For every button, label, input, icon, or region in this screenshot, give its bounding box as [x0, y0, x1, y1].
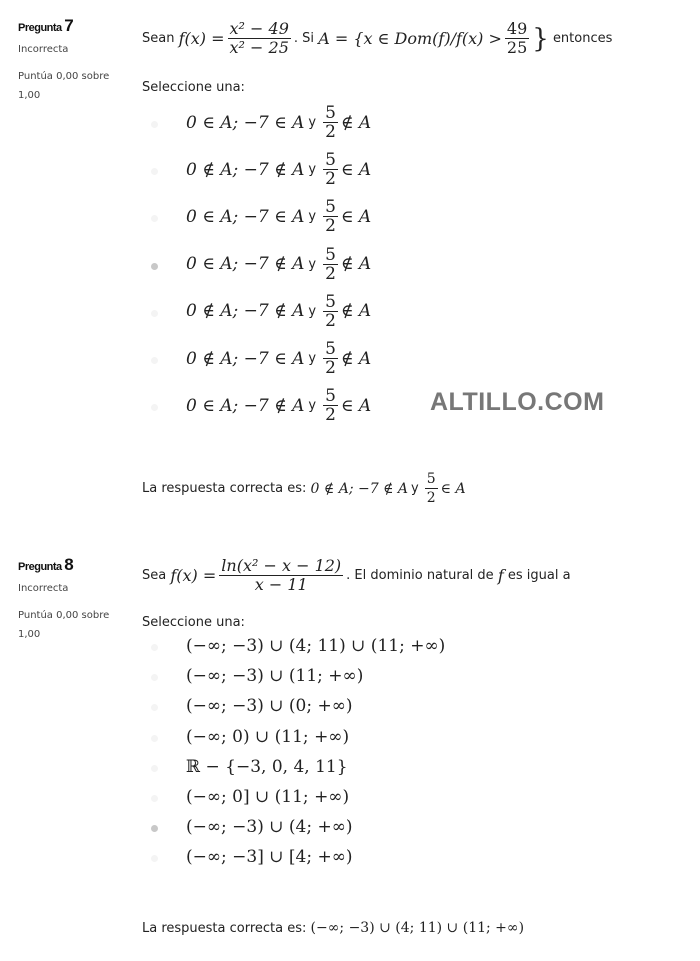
- correct-answer: [142, 470, 466, 507]
- denominator: 25: [506, 38, 528, 57]
- answer-option[interactable]: [186, 757, 348, 777]
- option-math: (−∞; −3) ∪ (0; +∞): [186, 696, 353, 717]
- numerator: 5: [325, 386, 336, 407]
- question-7-info: [18, 16, 118, 105]
- option-y: y: [308, 162, 317, 178]
- option-math: 0 ∈ A; −7 ∈ A: [186, 112, 305, 133]
- answer-option[interactable]: [186, 817, 353, 837]
- stem-text: Sea: [142, 568, 167, 583]
- answer-math: 0 ∉ A; −7 ∉ A: [310, 480, 409, 497]
- question-state: Incorrecta: [18, 583, 69, 594]
- answer-option[interactable]: [186, 198, 371, 235]
- radio-button[interactable]: [151, 357, 158, 364]
- radio-button[interactable]: [151, 704, 158, 711]
- option-math: (−∞; 0] ∪ (11; +∞): [186, 787, 350, 807]
- radio-button[interactable]: [151, 735, 158, 742]
- stem-text: es igual a: [507, 568, 571, 583]
- question-8-info: [18, 555, 118, 644]
- answer-option[interactable]: [186, 246, 371, 283]
- answer-option[interactable]: [186, 340, 371, 377]
- answer-math: (−∞; −3) ∪ (4; 11) ∪ (11; +∞): [310, 920, 525, 936]
- radio-button[interactable]: [151, 855, 158, 862]
- numerator: 5: [325, 150, 336, 171]
- numerator: 5: [325, 103, 336, 123]
- option-math: ∈ A: [340, 159, 372, 180]
- stem-text: Sean: [142, 31, 175, 46]
- answer-math: ∈ A: [440, 480, 466, 497]
- answer-option[interactable]: [186, 727, 349, 747]
- numerator: 5: [325, 244, 336, 265]
- answer-option[interactable]: [186, 696, 353, 716]
- radio-button[interactable]: [151, 404, 158, 411]
- option-fraction: [323, 340, 338, 377]
- numerator: 49: [506, 19, 528, 38]
- denominator: 2: [325, 122, 336, 142]
- numerator: 5: [426, 471, 436, 487]
- answer-option[interactable]: [186, 636, 445, 656]
- numerator: ln(x² − x − 12): [221, 556, 342, 575]
- answer-option[interactable]: [186, 387, 371, 424]
- denominator: 2: [325, 169, 336, 190]
- denominator: 2: [325, 405, 336, 426]
- option-y: y: [308, 303, 317, 319]
- option-y: y: [308, 398, 317, 414]
- option-math: (−∞; −3] ∪ [4; +∞): [186, 847, 353, 868]
- correct-answer-label: La respuesta correcta es:: [142, 481, 307, 496]
- stem-fraction: [505, 20, 529, 57]
- numerator: 5: [325, 339, 336, 359]
- stem-set: A = {x ∈ Dom(f)/f(x) >: [318, 29, 502, 48]
- option-math: (−∞; 0) ∪ (11; +∞): [186, 726, 350, 747]
- denominator: 2: [325, 358, 336, 378]
- option-math: ∈ A: [340, 395, 372, 416]
- option-math: 0 ∈ A; −7 ∉ A: [186, 254, 305, 275]
- option-fraction: [323, 151, 338, 188]
- answer-option[interactable]: [186, 847, 353, 867]
- option-math: ℝ − {−3, 0, 4, 11}: [186, 756, 348, 777]
- stem-text: entonces: [552, 31, 613, 46]
- select-one-label: Seleccione una:: [142, 615, 245, 630]
- radio-button[interactable]: [151, 765, 158, 772]
- option-math: (−∞; −3) ∪ (11; +∞): [186, 666, 364, 687]
- answer-fraction: [425, 470, 438, 507]
- option-math: 0 ∉ A; −7 ∈ A: [186, 348, 305, 369]
- watermark: ALTILLO.COM: [430, 388, 605, 416]
- answer-option[interactable]: [186, 104, 371, 141]
- correct-answer: [142, 920, 524, 936]
- radio-button[interactable]: [151, 825, 158, 832]
- answer-option[interactable]: [186, 666, 363, 686]
- question-7-stem: [142, 20, 612, 57]
- question-number-value: 8: [64, 555, 74, 574]
- question-label: Pregunta: [18, 561, 62, 573]
- option-y: y: [308, 351, 317, 366]
- option-math: 0 ∉ A; −7 ∉ A: [186, 159, 305, 180]
- stem-function-name: f: [497, 566, 504, 585]
- denominator: x − 11: [254, 575, 308, 594]
- radio-button[interactable]: [151, 310, 158, 317]
- question-number: [18, 555, 118, 575]
- numerator: 5: [325, 291, 336, 312]
- denominator: 2: [325, 310, 336, 331]
- option-math: ∉ A: [340, 254, 372, 275]
- answer-option[interactable]: [186, 293, 371, 330]
- radio-button[interactable]: [151, 168, 158, 175]
- stem-text: . Si: [293, 31, 315, 46]
- option-fraction: [323, 198, 338, 235]
- stem-function: f(x) =: [178, 29, 225, 48]
- radio-button[interactable]: [151, 121, 158, 128]
- option-y: y: [308, 256, 317, 272]
- answer-y: y: [411, 481, 419, 496]
- denominator: 2: [325, 263, 336, 284]
- stem-fraction: [219, 557, 343, 594]
- radio-button[interactable]: [151, 215, 158, 222]
- option-fraction: [323, 246, 338, 283]
- question-label: Pregunta: [18, 22, 62, 34]
- denominator: 2: [426, 490, 436, 506]
- question-number: [18, 16, 118, 36]
- correct-answer-label: La respuesta correcta es:: [142, 920, 307, 936]
- stem-function: f(x) =: [170, 566, 217, 585]
- option-fraction: [323, 293, 338, 330]
- stem-text: . El dominio natural de: [346, 568, 494, 583]
- option-y: y: [308, 209, 317, 225]
- answer-option[interactable]: [186, 787, 349, 807]
- stem-fraction: [228, 20, 291, 57]
- radio-button[interactable]: [151, 674, 158, 681]
- numerator: 5: [325, 197, 336, 218]
- question-grade: Puntúa 0,00 sobre 1,00: [18, 610, 110, 640]
- option-fraction: [323, 104, 338, 141]
- radio-button[interactable]: [151, 263, 158, 270]
- option-math: 0 ∉ A; −7 ∉ A: [186, 301, 305, 322]
- numerator: x² − 49: [229, 19, 289, 38]
- option-math: ∈ A: [340, 206, 372, 227]
- question-8-stem: [142, 557, 571, 594]
- question-grade: Puntúa 0,00 sobre 1,00: [18, 71, 110, 101]
- option-math: (−∞; −3) ∪ (4; +∞): [186, 817, 353, 838]
- denominator: x² − 25: [229, 38, 289, 57]
- answer-option[interactable]: [186, 151, 371, 188]
- question-number-value: 7: [64, 16, 74, 35]
- select-one-label: Seleccione una:: [142, 80, 245, 95]
- radio-button[interactable]: [151, 644, 158, 651]
- question-state: Incorrecta: [18, 44, 69, 55]
- option-math: ∉ A: [340, 301, 372, 322]
- option-math: ∉ A: [340, 348, 372, 369]
- option-math: ∉ A: [340, 112, 372, 133]
- stem-brace: }: [532, 23, 549, 54]
- option-fraction: [323, 387, 338, 424]
- option-math: 0 ∈ A; −7 ∈ A: [186, 206, 305, 227]
- denominator: 2: [325, 216, 336, 237]
- radio-button[interactable]: [151, 795, 158, 802]
- option-math: (−∞; −3) ∪ (4; 11) ∪ (11; +∞): [186, 636, 446, 656]
- option-y: y: [308, 115, 317, 130]
- option-math: 0 ∈ A; −7 ∉ A: [186, 395, 305, 416]
